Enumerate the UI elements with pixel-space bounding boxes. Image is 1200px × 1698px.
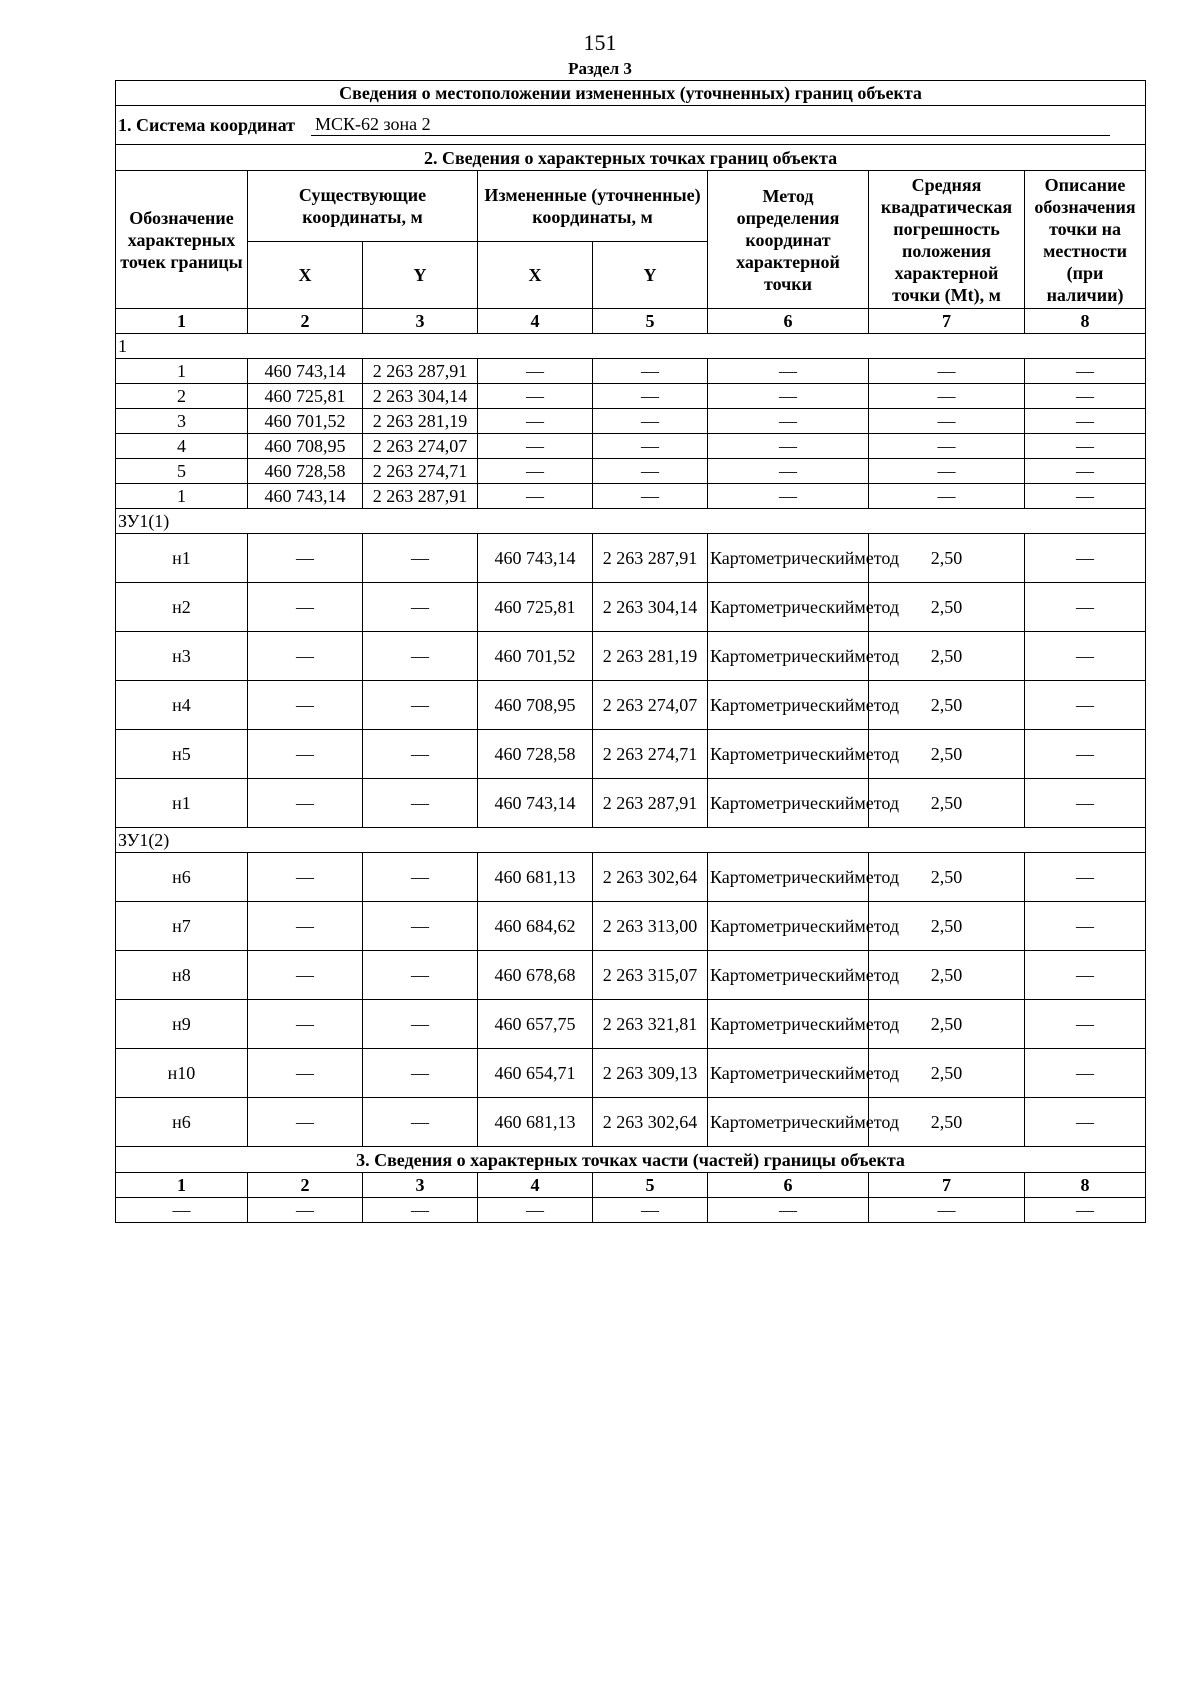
table-cell: — <box>708 1198 869 1223</box>
table-cell: — <box>363 583 478 632</box>
group-row <box>116 828 1146 853</box>
table-cell: 2,50 <box>869 583 1025 632</box>
header-point: Обозначение характерных точек границы <box>116 171 248 309</box>
table-cell: — <box>248 1049 363 1098</box>
table-cell: — <box>478 484 593 509</box>
table-cell: Картометрическийметод <box>708 730 869 779</box>
table-row <box>116 853 1146 902</box>
table-cell: 2 263 302,64 <box>593 853 708 902</box>
group-name: ЗУ1(2) <box>116 828 1146 853</box>
header-changed-y: Y <box>593 242 708 309</box>
table-cell: — <box>593 409 708 434</box>
table-row <box>116 1000 1146 1049</box>
column-numbers-row <box>116 309 1146 334</box>
table-cell: — <box>869 484 1025 509</box>
table-cell: — <box>363 632 478 681</box>
table-cell: 2,50 <box>869 1000 1025 1049</box>
table-cell: 2,50 <box>869 902 1025 951</box>
table-cell: — <box>593 384 708 409</box>
table-cell: — <box>1025 632 1146 681</box>
table-cell: 2 263 321,81 <box>593 1000 708 1049</box>
header-method: Метод определения координат характерной точки <box>708 171 869 309</box>
table-cell: 1 <box>116 484 248 509</box>
table-cell: 460 725,81 <box>478 583 593 632</box>
table-cell: 460 725,81 <box>248 384 363 409</box>
col-number: 5 <box>593 1173 708 1198</box>
table-cell: — <box>363 730 478 779</box>
table-cell: — <box>363 951 478 1000</box>
table-cell: 2 263 304,14 <box>363 384 478 409</box>
table-cell: — <box>1025 359 1146 384</box>
table-cell: — <box>1025 434 1146 459</box>
table-cell: 460 728,58 <box>248 459 363 484</box>
header-existing: Существующие координаты, м <box>248 171 478 242</box>
table-cell: — <box>363 1098 478 1147</box>
table-cell: 460 681,13 <box>478 853 593 902</box>
col-number: 8 <box>1025 1173 1146 1198</box>
table-cell: 2 263 274,07 <box>593 681 708 730</box>
table-cell: н9 <box>116 1000 248 1049</box>
table-cell: Картометрическийметод <box>708 1049 869 1098</box>
col-number: 7 <box>869 1173 1025 1198</box>
page-number: 151 <box>583 30 617 55</box>
table-cell: 2 263 287,91 <box>363 484 478 509</box>
table-cell: н4 <box>116 681 248 730</box>
col-number: 3 <box>363 309 478 334</box>
col-number: 6 <box>708 1173 869 1198</box>
table-cell: — <box>869 384 1025 409</box>
table-cell: — <box>478 409 593 434</box>
table-cell: — <box>248 902 363 951</box>
table-cell: н6 <box>116 853 248 902</box>
table-cell: — <box>869 434 1025 459</box>
table-cell: 460 728,58 <box>478 730 593 779</box>
table-cell: — <box>593 484 708 509</box>
table-cell: 2,50 <box>869 779 1025 828</box>
table-cell: 460 743,14 <box>478 534 593 583</box>
col-number: 3 <box>363 1173 478 1198</box>
col-number: 1 <box>116 1173 248 1198</box>
table-cell: — <box>116 1198 248 1223</box>
table-cell: 460 743,14 <box>248 484 363 509</box>
table-cell: Картометрическийметод <box>708 534 869 583</box>
table-row <box>116 632 1146 681</box>
header-existing-y: Y <box>363 242 478 309</box>
table-cell: — <box>478 434 593 459</box>
table-cell: н7 <box>116 902 248 951</box>
table-cell: — <box>1025 681 1146 730</box>
table-cell: Картометрическийметод <box>708 853 869 902</box>
table-cell: 2 263 274,07 <box>363 434 478 459</box>
table-cell: — <box>869 1198 1025 1223</box>
table-cell: Картометрическийметод <box>708 951 869 1000</box>
table-cell: 2 263 304,14 <box>593 583 708 632</box>
table-cell: — <box>248 1098 363 1147</box>
table-cell: — <box>1025 779 1146 828</box>
table-cell: — <box>478 384 593 409</box>
table-cell: Картометрическийметод <box>708 1000 869 1049</box>
table-cell: н2 <box>116 583 248 632</box>
table-cell: — <box>708 434 869 459</box>
table-cell: — <box>363 779 478 828</box>
section-title: Раздел 3 <box>568 59 632 78</box>
table-cell: 460 708,95 <box>478 681 593 730</box>
table-cell: — <box>593 434 708 459</box>
table-cell: н8 <box>116 951 248 1000</box>
table-row <box>116 902 1146 951</box>
table-cell: — <box>248 853 363 902</box>
header-existing-x: X <box>248 242 363 309</box>
table-cell: 2 <box>116 384 248 409</box>
table-cell: н1 <box>116 534 248 583</box>
table-cell: — <box>1025 902 1146 951</box>
table-cell: 2 263 309,13 <box>593 1049 708 1098</box>
table-cell: — <box>248 681 363 730</box>
table-cell: 460 681,13 <box>478 1098 593 1147</box>
table-cell: 460 654,71 <box>478 1049 593 1098</box>
table-cell: 2 263 287,91 <box>363 359 478 384</box>
table-cell: 2 263 274,71 <box>593 730 708 779</box>
table-cell: — <box>1025 1098 1146 1147</box>
table-cell: — <box>1025 951 1146 1000</box>
table-row <box>116 434 1146 459</box>
table-cell: — <box>363 902 478 951</box>
table-cell: 2,50 <box>869 730 1025 779</box>
boundary-table <box>115 80 1146 1223</box>
table-cell: Картометрическийметод <box>708 681 869 730</box>
table-cell: 4 <box>116 434 248 459</box>
table-cell: Картометрическийметод <box>708 779 869 828</box>
table-cell: — <box>1025 583 1146 632</box>
table-cell: 2 263 287,91 <box>593 534 708 583</box>
group-row <box>116 509 1146 534</box>
table-title: Сведения о местоположении измененных (уточненных) границ объекта <box>116 81 1146 106</box>
table-cell: — <box>248 779 363 828</box>
table-cell: — <box>869 409 1025 434</box>
table-cell: — <box>593 1198 708 1223</box>
table-cell: 460 743,14 <box>478 779 593 828</box>
table-row <box>116 1049 1146 1098</box>
col-number: 2 <box>248 309 363 334</box>
header-error: Средняя квадратическая погрешность положения характерной точки (Mt), м <box>869 171 1025 309</box>
table-cell: 460 684,62 <box>478 902 593 951</box>
table-cell: — <box>363 1198 478 1223</box>
table-cell: — <box>708 384 869 409</box>
col-number: 6 <box>708 309 869 334</box>
col-number: 4 <box>478 309 593 334</box>
table-cell: — <box>248 632 363 681</box>
table-cell: — <box>248 583 363 632</box>
table-cell: — <box>1025 853 1146 902</box>
table-cell: 2 263 287,91 <box>593 779 708 828</box>
table-cell: — <box>708 484 869 509</box>
header-changed: Измененные (уточненные) координаты, м <box>478 171 708 242</box>
table-cell: 460 657,75 <box>478 1000 593 1049</box>
column-numbers-row <box>116 1173 1146 1198</box>
table-cell: 2,50 <box>869 681 1025 730</box>
table-cell: — <box>363 1000 478 1049</box>
table-cell: Картометрическийметод <box>708 902 869 951</box>
coord-system-row <box>116 106 1146 145</box>
table-cell: — <box>1025 384 1146 409</box>
table-cell: — <box>708 459 869 484</box>
table-cell: Картометрическийметод <box>708 1098 869 1147</box>
table-cell: — <box>248 730 363 779</box>
table-row <box>116 951 1146 1000</box>
table-cell: — <box>248 1198 363 1223</box>
col-number: 4 <box>478 1173 593 1198</box>
table-cell: 2,50 <box>869 534 1025 583</box>
table-row <box>116 409 1146 434</box>
table-cell: — <box>363 534 478 583</box>
table-cell: 2,50 <box>869 1098 1025 1147</box>
table-cell: — <box>363 681 478 730</box>
table-row <box>116 583 1146 632</box>
table-cell: 2 263 315,07 <box>593 951 708 1000</box>
part2-title: 2. Сведения о характерных точках границ объекта <box>116 145 1146 171</box>
table-row <box>116 384 1146 409</box>
table-cell: — <box>1025 459 1146 484</box>
table-cell: — <box>869 359 1025 384</box>
table-cell: — <box>1025 409 1146 434</box>
table-cell: Картометрическийметод <box>708 583 869 632</box>
table-cell: — <box>593 359 708 384</box>
header-description: Описание обозначения точки на местности (при наличии) <box>1025 171 1146 309</box>
table-cell: — <box>1025 534 1146 583</box>
part3-title: 3. Сведения о характерных точках части (частей) границы объекта <box>116 1147 1146 1173</box>
table-cell: — <box>478 359 593 384</box>
table-cell: н6 <box>116 1098 248 1147</box>
table-cell: — <box>1025 730 1146 779</box>
table-cell: н5 <box>116 730 248 779</box>
table-cell: — <box>708 359 869 384</box>
table-cell: 460 701,52 <box>478 632 593 681</box>
table-row <box>116 1198 1146 1223</box>
table-row <box>116 681 1146 730</box>
table-cell: н1 <box>116 779 248 828</box>
group-row <box>116 334 1146 359</box>
group-name: ЗУ1(1) <box>116 509 1146 534</box>
table-row <box>116 484 1146 509</box>
table-cell: 2,50 <box>869 1049 1025 1098</box>
table-cell: 2 263 281,19 <box>593 632 708 681</box>
table-row <box>116 779 1146 828</box>
table-cell: 5 <box>116 459 248 484</box>
table-cell: — <box>248 534 363 583</box>
table-cell: 2 263 281,19 <box>363 409 478 434</box>
col-number: 8 <box>1025 309 1146 334</box>
header-changed-x: X <box>478 242 593 309</box>
table-cell: — <box>363 853 478 902</box>
table-cell: 460 743,14 <box>248 359 363 384</box>
table-cell: 460 708,95 <box>248 434 363 459</box>
table-cell: — <box>363 1049 478 1098</box>
col-number: 5 <box>593 309 708 334</box>
col-number: 1 <box>116 309 248 334</box>
col-number: 2 <box>248 1173 363 1198</box>
table-cell: — <box>869 459 1025 484</box>
table-row <box>116 534 1146 583</box>
table-cell: 2,50 <box>869 951 1025 1000</box>
table-cell: 2 263 302,64 <box>593 1098 708 1147</box>
table-cell: — <box>1025 484 1146 509</box>
table-cell: — <box>248 1000 363 1049</box>
table-cell: — <box>1025 1198 1146 1223</box>
table-cell: 2 263 274,71 <box>363 459 478 484</box>
table-cell: н10 <box>116 1049 248 1098</box>
table-row <box>116 730 1146 779</box>
table-cell: 460 678,68 <box>478 951 593 1000</box>
table-row <box>116 459 1146 484</box>
col-number: 7 <box>869 309 1025 334</box>
coord-system-label: 1. Система координат <box>118 115 295 135</box>
table-cell: — <box>1025 1000 1146 1049</box>
table-cell: — <box>1025 1049 1146 1098</box>
table-cell: 2,50 <box>869 632 1025 681</box>
group-name: 1 <box>116 334 1146 359</box>
table-cell: — <box>708 409 869 434</box>
table-cell: — <box>593 459 708 484</box>
table-cell: 2,50 <box>869 853 1025 902</box>
table-cell: 460 701,52 <box>248 409 363 434</box>
table-cell: 3 <box>116 409 248 434</box>
table-cell: Картометрическийметод <box>708 632 869 681</box>
table-cell: — <box>478 459 593 484</box>
table-cell: 1 <box>116 359 248 384</box>
coord-system-value: МСК-62 зона 2 <box>311 114 1110 136</box>
table-row <box>116 1098 1146 1147</box>
table-cell: н3 <box>116 632 248 681</box>
table-cell: — <box>248 951 363 1000</box>
table-cell: — <box>478 1198 593 1223</box>
table-cell: 2 263 313,00 <box>593 902 708 951</box>
table-row <box>116 359 1146 384</box>
